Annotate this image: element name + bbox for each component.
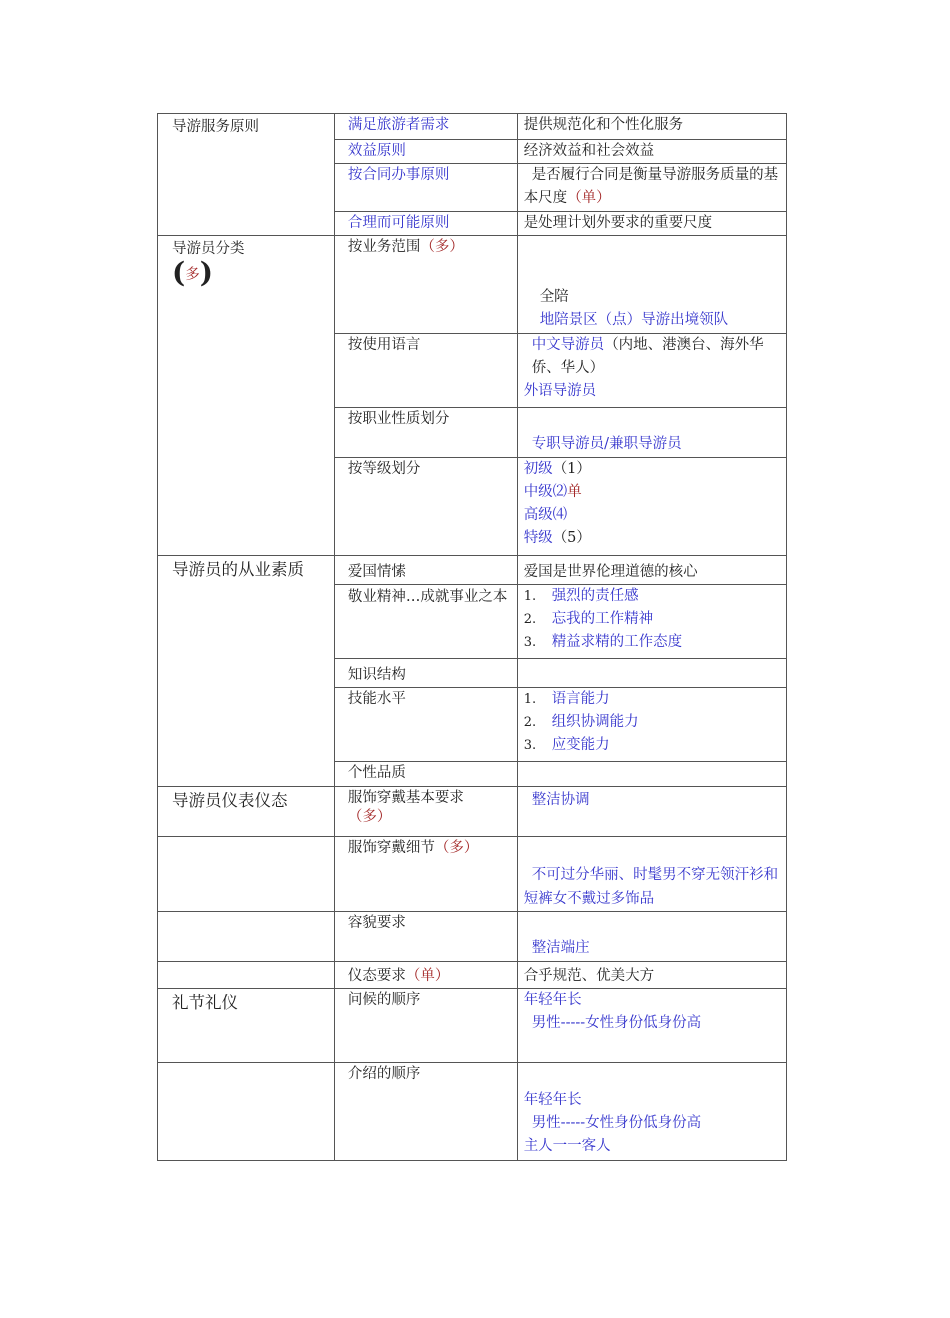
list-number: 1. [523, 692, 537, 707]
value-line: 年轻年长 [523, 992, 582, 1008]
value-text: 不可过分华丽、时髦男不穿无领汗衫和短裤女不戴过多饰品 [523, 867, 779, 907]
value-line: 专职导游员/兼职导游员 [531, 436, 682, 452]
value-cell: 爱国是世界伦理道德的核心 [517, 556, 786, 585]
item-cell: 按合同办事原则 [334, 164, 517, 212]
value-text: 初级 [523, 461, 553, 477]
table-row [158, 114, 787, 140]
item-cell: 合理而可能原则 [334, 212, 517, 236]
list-item [524, 711, 786, 734]
value-line: 主人一一客人 [523, 1138, 611, 1154]
value-text: 特级 [523, 530, 553, 546]
item-cell: 爱国情愫 [334, 556, 517, 585]
list-text: 语言能力 [551, 691, 610, 707]
category-cell: 导游员仪表仪态 [158, 787, 335, 837]
table-row [158, 989, 787, 1063]
tag-text: 多 [185, 267, 200, 283]
table-row [158, 787, 787, 837]
value-cell: 提供规范化和个性化服务 [517, 114, 786, 140]
question-type-tag: （多） [347, 809, 392, 825]
value-cell [517, 837, 786, 912]
table-row [158, 556, 787, 585]
value-cell [517, 458, 786, 556]
value-cell [517, 989, 786, 1063]
item-cell: 介绍的顺序 [334, 1063, 517, 1161]
value-cell [517, 585, 786, 659]
value-text: （5） [552, 530, 591, 546]
item-text: 服饰穿戴细节 [347, 840, 435, 856]
list-number: 2. [523, 715, 537, 730]
list-item [524, 734, 786, 757]
category-tag [172, 256, 334, 289]
value-text: 全陪 [539, 289, 569, 305]
value-line: 年轻年长 [523, 1092, 582, 1108]
table-row [158, 1063, 787, 1161]
item-text: 服饰穿戴基本要求 [347, 790, 464, 806]
category-cell [158, 1063, 335, 1161]
item-cell: 满足旅游者需求 [334, 114, 517, 140]
item-cell: 问候的顺序 [334, 989, 517, 1063]
list-number: 2. [523, 612, 537, 627]
item-cell: 按等级划分 [334, 458, 517, 556]
value-cell: 是处理计划外要求的重要尺度 [517, 212, 786, 236]
item-cell [334, 837, 517, 912]
category-cell [158, 912, 335, 962]
item-cell: 个性品质 [334, 762, 517, 787]
value-cell: 整洁协调 [517, 787, 786, 837]
guide-knowledge-table [157, 113, 787, 1161]
category-cell [158, 114, 335, 236]
paren-close-icon: ) [199, 256, 213, 289]
value-cell [517, 659, 786, 688]
value-cell [517, 236, 786, 334]
list-text: 组织协调能力 [551, 714, 639, 730]
item-cell: 敬业精神…成就事业之本 [334, 585, 517, 659]
list-number: 3. [523, 635, 537, 650]
list-text: 应变能力 [551, 737, 610, 753]
value-cell [517, 334, 786, 408]
item-cell: 容貌要求 [334, 912, 517, 962]
question-type-tag: 单 [567, 484, 582, 500]
item-cell [334, 787, 517, 837]
value-line [524, 481, 786, 504]
value-line [524, 458, 786, 481]
category-label: 导游员分类 [172, 241, 245, 257]
list-item [524, 585, 786, 608]
value-line [524, 527, 786, 550]
item-text: 仪态要求 [347, 968, 406, 984]
value-line: 高级⑷ [523, 507, 568, 523]
table-row [158, 962, 787, 989]
list-item [524, 608, 786, 631]
list-item [524, 688, 786, 711]
value-cell: 合乎规范、优美大方 [517, 962, 786, 989]
category-cell [158, 962, 335, 989]
value-text: 中文导游员 [531, 337, 605, 353]
item-text: 按业务范围 [347, 239, 421, 255]
paren-open-icon: ( [172, 256, 186, 289]
question-type-tag: （多） [434, 840, 479, 856]
item-cell: 效益原则 [334, 140, 517, 164]
value-text: 中级⑵ [523, 484, 568, 500]
category-label: 导游服务原则 [172, 119, 259, 135]
item-cell: 按职业性质划分 [334, 408, 517, 458]
value-cell [517, 1063, 786, 1161]
list-text: 强烈的责任感 [551, 588, 639, 604]
question-type-tag: （多） [420, 239, 464, 255]
value-text: 是否履行合同是衡量导游服务质量的基本尺度 [523, 167, 779, 206]
value-cell [517, 762, 786, 787]
value-cell [517, 408, 786, 458]
list-text: 忘我的工作精神 [551, 611, 654, 627]
item-cell: 技能水平 [334, 688, 517, 762]
value-cell: 整洁端庄 [517, 912, 786, 962]
value-line: 男性-----女性身份低身份高 [531, 1015, 702, 1031]
list-text: 精益求精的工作态度 [551, 634, 683, 650]
value-line: 地陪景区（点）导游出境领队 [539, 312, 729, 328]
value-line: 男性-----女性身份低身份高 [531, 1115, 702, 1131]
item-cell [334, 962, 517, 989]
list-number: 3. [523, 738, 537, 753]
category-cell [158, 837, 335, 912]
item-cell: 知识结构 [334, 659, 517, 688]
value-line [524, 286, 786, 309]
list-item [524, 631, 786, 654]
category-cell: 礼节礼仪 [158, 989, 335, 1063]
table-row [158, 837, 787, 912]
table-row [158, 912, 787, 962]
value-cell: 经济效益和社会效益 [517, 140, 786, 164]
question-type-tag: （单） [567, 190, 611, 206]
value-cell [517, 688, 786, 762]
value-text: （内地、港澳台、海外华侨、华人） [531, 337, 764, 376]
value-text: （1） [552, 461, 591, 477]
table-row [158, 236, 787, 334]
value-line [524, 334, 786, 380]
category-cell [158, 236, 335, 556]
item-cell [334, 236, 517, 334]
category-cell: 导游员的从业素质 [158, 556, 335, 787]
question-type-tag: （单） [405, 968, 450, 984]
list-number: 1. [523, 589, 537, 604]
item-cell: 按使用语言 [334, 334, 517, 408]
value-line: 外语导游员 [523, 383, 597, 399]
value-cell [517, 164, 786, 212]
